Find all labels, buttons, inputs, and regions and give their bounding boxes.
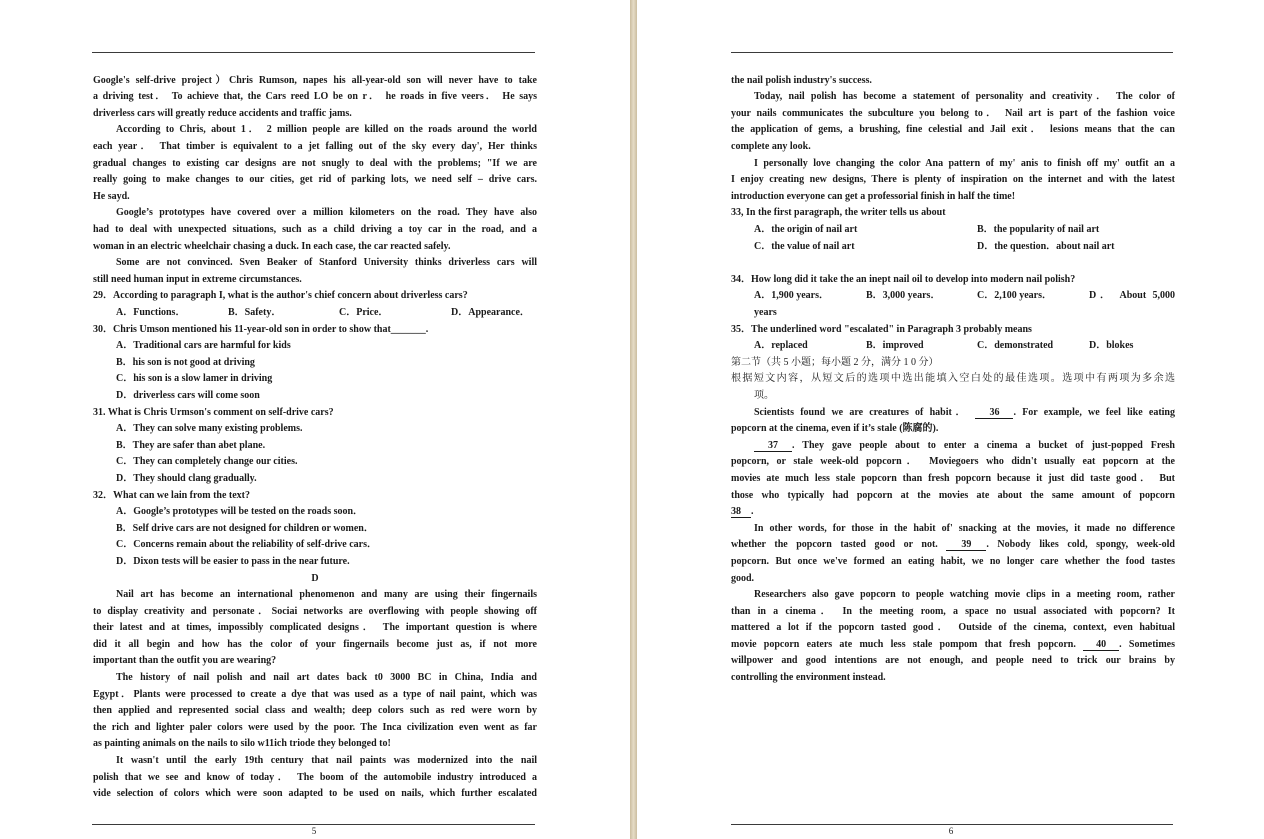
passage-line: introduction everyone can get a professorial finish in half the time! [731, 190, 1016, 202]
passage-line: vide selection of colors which were soon adapted to be used on nails, which further escalated [93, 788, 537, 800]
passage-line: important than the outfit you are wearing? [93, 655, 277, 667]
option-c: C．2,100 years． [977, 290, 1052, 302]
question-35-stem: 35．The underlined word "escalated" in Paragraph 3 probably means [731, 323, 1032, 335]
option-b: B．Self drive cars are not designed for children or women． [116, 522, 374, 534]
passage-line: The history of nail polish and nail art dates back t0 3000 BC in China, India and [116, 672, 537, 684]
option-a: A．Functions． [116, 307, 186, 318]
cloze-line: movies ate much less stale popcorn than fresh popcorn because it just did taste good． But [731, 472, 1175, 484]
left-page [0, 0, 630, 839]
option-a: A．1,900 years． [754, 290, 829, 302]
question-33-options-row-1 [731, 222, 1175, 239]
spacer [731, 255, 1175, 272]
section-instructions: 项。 [754, 389, 774, 401]
cloze-blank: 40 [1083, 639, 1119, 651]
question-32-stem: 32．What can we lain from the text? [93, 489, 251, 501]
cloze-text: Scientists found we are creatures of habit． [754, 406, 976, 418]
cloze-line [731, 504, 1175, 521]
passage-line: complete any look. [731, 141, 811, 153]
option-c: C．Concerns remain about the reliability of self-drive cars． [116, 539, 377, 551]
passage-line: Google’s prototypes have covered over a million kilometers on the road. They have also [116, 207, 537, 219]
option-a: A．They can solve many existing problems. [116, 423, 303, 435]
passage-line: Google's self-drive project）Chris Rumson, napes his all-year-old son will never have to take [93, 74, 537, 86]
passage-line: your nails communicates the subculture you belong to． Nail art is part of the fashion voice [731, 107, 1175, 119]
option-d: D．driverless cars will come soon [116, 389, 260, 401]
option-b: B．They are safer than abet plane. [116, 439, 266, 451]
cloze-blank: 37 [754, 440, 792, 452]
passage-line: gradual changes to existing car designs are not snugly to deal with the problems; "If we are [93, 157, 537, 169]
section-label: D [311, 572, 319, 584]
cloze-line: good. [731, 572, 755, 584]
passage-line: the application of gems, a brushing, fine celestial and Jail exit． lesions means that the can [731, 124, 1175, 136]
question-33-options-row-2 [731, 239, 1175, 256]
cloze-line: popcorn at the cinema, even if it’s stale (陈腐的). [731, 423, 939, 435]
passage-line: He sayd. [93, 190, 130, 202]
option-d: D．They should clang gradually. [116, 472, 257, 484]
cloze-line: popcorn, or stale week-old popcorn． Moviegoers who didn't usually eat popcorn at the [731, 456, 1175, 468]
question-35-options [731, 338, 1175, 355]
option-d: D．Dixon tests will be easier to pass in the near future. [116, 555, 350, 567]
cloze-line: mattered a lot if the popcorn tasted good． Outside of the cinema, context, even habitual [731, 622, 1175, 634]
cloze-line: In other words, for those in the habit of' snacking at the movies, it made no difference [754, 522, 1175, 534]
passage-line: I enjoy creating new designs, There is plenty of inspiration on the internet and with the latest [731, 174, 1175, 186]
passage-line: then applied and represented social class and wealth; deep colors such as red were worn by [93, 705, 537, 717]
cloze-line: controlling the environment instead. [731, 672, 886, 684]
cloze-line: than in a cinema． In the meeting room, a space no usual associated with popcorn? It [731, 605, 1175, 617]
passage-line: driverless cars will greatly reduce accidents and traffic jams. [93, 107, 352, 119]
cloze-text: movie popcorn eaters ate much less stale pompom that fresh popcorn. [731, 638, 1084, 650]
question-31-stem: 31. What is Chris Urmson's comment on self-drive cars? [93, 406, 334, 418]
option-a: A．replaced [754, 340, 808, 352]
passage-line: to display creativity and personate．Sociai networks are overflowing with people showing off [93, 605, 537, 617]
option-c: C．the value of nail art [754, 240, 855, 252]
passage-line: the nail polish industry's success. [731, 74, 872, 86]
passage-line: the rich and lighter paler colors were used by the poor. The Inca civilization even went as far [93, 721, 537, 733]
bottom-rule [92, 824, 535, 825]
option-a: A．Google’s prototypes will be tested on the roads soon． [116, 506, 364, 518]
cloze-line [731, 637, 1175, 654]
right-page-text [731, 73, 1175, 687]
option-c: C．demonstrated [977, 340, 1054, 352]
question-29-stem: 29．According to paragraph I, what is the author's chief concern about driverless cars? [93, 290, 468, 302]
option-c: C．his son is a slow lamer in driving [116, 373, 273, 385]
passage-line: According to Chris, about 1． 2 million people are killed on the roads around the world [116, 124, 537, 136]
cloze-blank: 39 [946, 539, 986, 551]
passage-line: still need human input in extreme circumstances. [93, 273, 302, 285]
passage-line: a driving test． To achieve that, the Cars reed LO be on r． he roads in five veers． He says [93, 91, 537, 103]
passage-line: polish that we see and know of today． The boom of the automobile industry introduced a [93, 771, 537, 783]
cloze-line: those who typically had popcorn at the movies ate about the same amount of popcorn [731, 489, 1175, 501]
cloze-line [731, 438, 1175, 455]
cloze-line: willpower and good intentions are not enough, and people need to trick our brains by [731, 655, 1175, 667]
passage-line: really going to make changes to our cities, get rid of parking lots, we need self – drive cars. [93, 174, 537, 186]
page-divider [630, 0, 637, 839]
option-d: D． About 5,000 [1089, 290, 1175, 302]
option-d: D．the question．about nail art [977, 240, 1115, 252]
question-30-stem: 30．Chris Umson mentioned his 11-year-old son in order to show that_______. [93, 323, 429, 335]
question-29-options [93, 305, 537, 322]
left-page-text [93, 73, 537, 803]
passage-line: Egypt．Plants were processed to create a dye that was used as a type of nail paint, which was [93, 688, 537, 700]
passage-line: as painting animals on the nails to silo w11ich triode they belonged to! [93, 738, 391, 750]
option-d: D．Appearance． [451, 307, 530, 318]
passage-line: I personally love changing the color Ana pattern of my' anis to finish off my' outfit an a [754, 157, 1175, 169]
option-b: B．his son is not good at driving [116, 356, 255, 368]
passage-line: their latest and at times, impossibly complicated designs． The important question is where [93, 622, 537, 634]
option-a: A．the origin of nail art [754, 224, 858, 236]
cloze-text: . Nobody likes cold, spongy, week-old [986, 539, 1175, 551]
cloze-text: . They gave people about to enter a cinema a bucket of just-popped Fresh [792, 439, 1175, 451]
cloze-text: whether the popcorn tasted good or not. [731, 539, 947, 551]
right-page [637, 0, 1264, 839]
section-heading: 第二节（共 5 小题；每小题 2 分，满分 1 0 分） [731, 356, 939, 368]
cloze-line: Researchers also gave popcorn to people watching movie clips in a meeting room, rather [754, 589, 1175, 601]
passage-line: each year． That timber is equivalent to a jet falling out of the sky every day', Her thinks [93, 141, 537, 153]
question-34-options [731, 288, 1175, 305]
cloze-line: popcorn. But once we've formed an eating habit, we no longer care whether the food tastes [731, 555, 1175, 567]
passage-line: had to deal with unexpected situations, such as a child driving a toy car in the road, and a [93, 224, 537, 236]
cloze-line [731, 405, 1175, 422]
page-number: 5 [311, 826, 317, 836]
cloze-blank: 38 [731, 506, 751, 518]
option-c: C．Price． [339, 307, 389, 318]
bottom-rule [731, 824, 1173, 825]
passage-line: Some are not convinced. Sven Beaker of Stanford University thinks driverless cars will [116, 257, 537, 269]
option-b: B．Safety． [228, 307, 282, 318]
page-number: 6 [948, 826, 954, 836]
option-d: D．blokes [1089, 340, 1134, 352]
section-instructions: 根据短文内容，从短文后的选项中选出能填入空白处的最佳选项。选项中有两项为多余选 [731, 373, 1175, 385]
option-a: A．Traditional cars are harmful for kids [116, 340, 291, 352]
cloze-line [731, 537, 1175, 554]
cloze-text: . Sometimes [1119, 638, 1175, 650]
option-c: C．They can completely change our cities. [116, 456, 298, 468]
question-33-stem: 33, In the first paragraph, the writer tells us about [731, 207, 946, 219]
passage-line: Nail art has become an international phenomenon and many are using their fingernails [116, 589, 537, 601]
cloze-text: . For example, we feel like eating [1013, 406, 1175, 418]
top-rule [92, 52, 535, 53]
cloze-blank: 36 [975, 407, 1013, 419]
passage-line: did it all begin and how has the color of your fingernails become just as, if not more [93, 638, 537, 650]
option-d-continuation: years [754, 307, 777, 318]
passage-line: It wasn't until the early 19th century that nail paints was modernized into the nail [116, 755, 537, 767]
option-b: B．improved [866, 340, 924, 352]
cloze-text: . [751, 506, 754, 518]
top-rule [731, 52, 1173, 53]
option-b: B．3,000 years． [866, 290, 941, 302]
passage-line: Today, nail polish has become a statement of personality and creativity． The color of [754, 91, 1175, 103]
question-34-stem: 34．How long did it take the an inept nail oil to develop into modern nail polish? [731, 273, 1076, 285]
passage-line: woman in an electric wheelchair chasing a duck. In each case, the car reacted safely. [93, 240, 451, 252]
option-b: B．the popularity of nail art [977, 224, 1100, 236]
